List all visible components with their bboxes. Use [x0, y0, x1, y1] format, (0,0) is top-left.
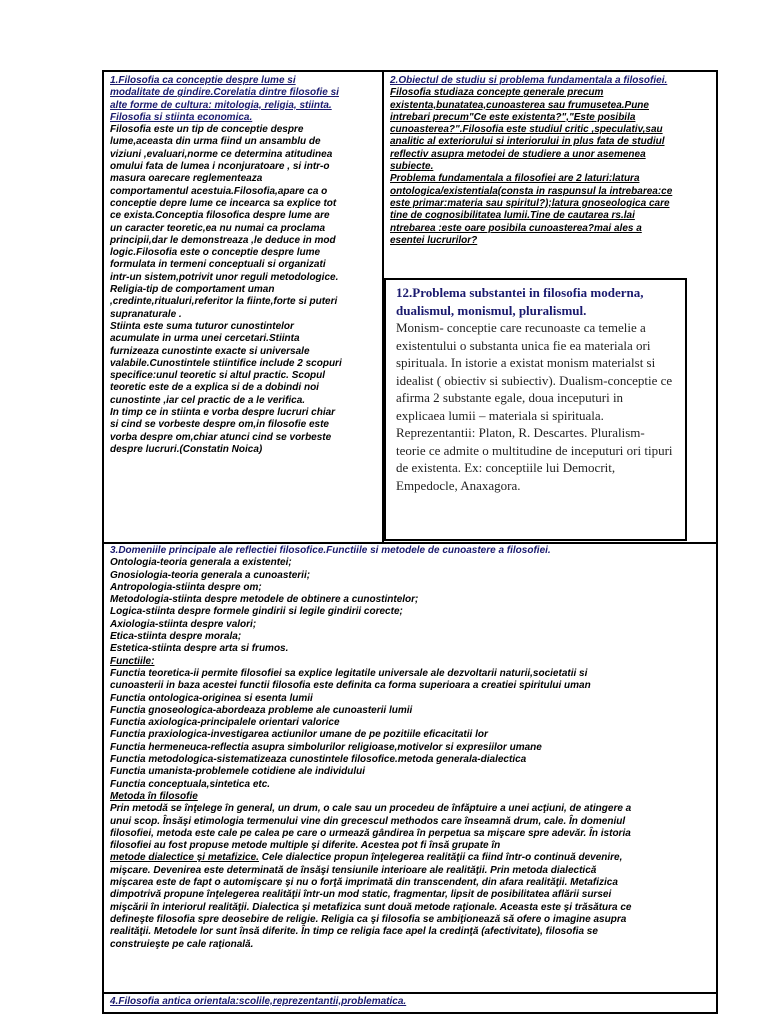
col1-line: Religia-tip de comportament uman [110, 284, 275, 296]
col1-line: un caracter teoretic,ea nu numai ca proclama [110, 222, 326, 234]
col3-line: Etica-stiinta despre morala; [110, 631, 242, 643]
col2-line: intrebari precum"Ce este existenta?","Este posibila [390, 111, 636, 123]
col2-line: tine de cognosibilitatea lumii.Tine de cautarea rs.lai [390, 210, 635, 222]
col1-line: si cind se vorbeste despre om,in filosofie este [110, 419, 329, 431]
col1-line: comportamentul acestuia.Filosofia,apare ca o [110, 185, 328, 197]
col3-line: mişcare. Devenirea este determinată de însăşi tensiunile interioare ale realităţii. Prin metoda dialectică [110, 864, 597, 876]
col3-line: Gnosiologia-teoria generala a cunoasterii; [110, 569, 311, 581]
col1-line: acumulate in urma unei cercetari.Stiinta [110, 333, 300, 345]
col1-line: teoretic este de a explica si de a dobindi noi [110, 382, 319, 394]
cell-4-oriental-philosophy [110, 996, 714, 1008]
cell-3-domains-functions-methods [110, 545, 714, 951]
col1-line: formulata in termeni conceptuali si organizati [110, 259, 326, 271]
col1-line: 1.Filosofia ca conceptie despre lume si [110, 75, 296, 86]
col1-line: principii,dar le demonstreaza ,le deduce in mod [110, 234, 336, 246]
col2-line: ntrebarea :este oare posibila cunoasterea?mai ales a [390, 222, 642, 234]
col1-line: ,credinte,ritualuri,referitor la fiinte,forte si puteri [110, 296, 338, 308]
col1-line: specifice:unul teoretic si altul practic. Scopul [110, 370, 326, 382]
col3-line: Antropologia-stiinta despre om; [110, 581, 262, 593]
col1-line: despre lucruri.(Constatin Noica) [110, 443, 263, 455]
col1-line: modalitate de gindire.Corelatia dintre filosofie si [110, 87, 339, 99]
row-divider-1 [104, 542, 716, 544]
topic-12-box [384, 278, 687, 541]
col3-line: Metodologia-stiinta despre metodele de obtinere a cunostintelor; [110, 594, 419, 606]
col3-line: Functia teoretica-ii permite filosofiei sa explice legitatile universale ale dezvoltarii naturii,societatii si [110, 667, 588, 679]
col2-line: ontologica/existentiala(consta in raspunsul la intrebarea:ce [390, 185, 673, 197]
col2-line: cunoasterea?".Filosofia este studiul critic ,speculativ,sau [390, 124, 663, 136]
col3-line: construieşte pe cale raţională. [110, 938, 254, 950]
col1-line: supranaturale . [110, 308, 182, 320]
col1-line: furnizeaza cunostinte exacte si universale [110, 345, 310, 357]
col2-line: Problema fundamentala a filosofiei are 2 laturi:latura [390, 173, 640, 185]
col3-line: Functia praxiologica-investigarea actiunilor umane de pe pozitiile eficacitatii lor [110, 729, 488, 741]
col3-line: Metoda în filosofie [110, 790, 198, 802]
col3-line: 3.Domeniile principale ale reflectiei filosofice.Functiile si metodele de cunoastere a filosofiei. [110, 545, 551, 556]
col3-line: filosofiei, metoda este cale pe calea pe care o urmează gândirea în perpetua sa mişcare spre adevăr. În istoria [110, 827, 631, 839]
col3-line: Functia gnoseologica-abordeaza probleme ale cunoasterii lumii [110, 704, 413, 716]
col3-line: realităţii. Metodele lor sunt însă diferite. În timp ce religia face apel la credinţă (afectivitate), filosofia se [110, 926, 598, 938]
col3-line: Functia hermeneuca-reflectia asupra simbolurilor religioase,motivelor si expresiilor umane [110, 741, 542, 753]
cell-2-object-of-study [390, 75, 714, 247]
col3-line: cunoasterii in baza acestei functii filosofia este definita ca forma superioara a creatiei spiritului uman [110, 680, 591, 692]
topic-12-body: Monism- conceptie care recunoaste ca temelie a existentului o substanta unica fie ea materiala ori spirituala. In istorie a existat monism materialst si idealist ( obiectiv si subiectiv). Dualism-conceptie ce afirma 2 substante egale, doua inceputuri in explicaea lumii – materiala si spirituala. Reprezentantii: Platon, R. Descartes. Pluralism- teorie ce admite o multitudine de inceputuri ori tipuri de existenta. Ex: conceptiile lui Democrit, Empedocle, Anaxagora. [396, 320, 673, 493]
col2-line: este primar:materia sau spiritul?);latura gnoseologica care [390, 197, 670, 209]
col2-line: 2.Obiectul de studiu si problema fundamentala a filosofiei. [390, 75, 668, 86]
col3-line: Ontologia-teoria generala a existentei; [110, 557, 292, 569]
col1-line: conceptie depre lume ce incearca sa explice tot [110, 197, 337, 209]
col3-line: Estetica-stiinta despre arta si frumos. [110, 643, 289, 655]
col1-line: Filosofia si stiinta economica. [110, 111, 253, 123]
col1-line: omului fata de lumea i nconjuratoare , si intr-o [110, 161, 330, 173]
col3-line: Axiologia-stiinta despre valori; [110, 618, 257, 630]
col3-line: Functia metodologica-sistematizeaza cunostintele filosofice.metoda generala-dialectica [110, 754, 527, 766]
col2-line: subiecte. [390, 161, 434, 173]
col1-line: alte forme de cultura: mitologia, religia, stiinta. [110, 99, 332, 111]
col1-line: vorba despre om,chiar atunci cind se vorbeste [110, 431, 332, 443]
col1-line: viziuni ,evaluari,norme ce determina atitudinea [110, 148, 333, 160]
col1-line: Filosofia este un tip de conceptie despre [110, 124, 304, 136]
col3-line: Functia axiologica-principalele orientari valorice [110, 717, 340, 729]
col1-line: Stiinta este suma tuturor cunostintelor [110, 320, 294, 332]
col1-line: valabile.Cunostintele stiintifice include 2 scopuri [110, 357, 342, 369]
col3-line: Functia umanista-problemele cotidiene ale individului [110, 766, 366, 778]
col3-line: defineşte filosofia spre deosebire de religie. Religia ca şi filosofia se ambiţionează să ofere o imagine asupra [110, 913, 627, 925]
col1-line: cunostinte ,iar cel practic de a le verifica. [110, 394, 306, 406]
col1-line: logic.Filosofia este o conceptie despre lume [110, 247, 321, 259]
col3-line: Functiile: [110, 655, 155, 667]
col3-line: dimpotrivă propune înţelegerea realităţii într-un mod static, fragmentar, lipsit de posibilitatea aflării sursei [110, 889, 612, 901]
col1-line: intr-un sistem,potrivit unor reguli metodologice. [110, 271, 339, 283]
col3-line: Prin metodă se înţelege în general, un drum, o cale sau un procedeu de înfăptuire a unei acţiuni, de atingere a [110, 803, 632, 815]
col3-line: unui scop. Însăşi etimologia termenului vine din grecescul methodos care înseamnă drum, cale. În domeniul [110, 815, 626, 827]
col3-line: mişcării în interiorul realităţii. Dialectica şi metafizica sunt două metode raţionale. Aceasta este şi trăsătura ce [110, 901, 632, 913]
col2-line: esentei lucrurilor? [390, 234, 478, 246]
col4-line: 4.Filosofia antica orientala:scolile,reprezentantii,problematica. [110, 996, 407, 1007]
col1-line: lume,aceasta din urma fiind un ansamblu de [110, 136, 321, 148]
col1-line: ce exista.Conceptia filosofica despre lume are [110, 210, 330, 222]
col3-line: filosofiei au fost propuse metode multiple şi diferite. Acestea pot fi însă grupate în [110, 840, 501, 852]
cell-1-philosophy-conception [110, 75, 378, 456]
col2-line: Filosofia studiaza concepte generale precum [390, 87, 604, 99]
col1-line: In timp ce in stiinta e vorba despre lucruri chiar [110, 407, 336, 419]
col3-line: metode dialectice şi metafizice. Cele dialectice propun înţelegerea realităţii ca fiind într-o continuă devenire, [110, 852, 623, 864]
col2-line: analitic al exteriorului si interiorului in plus fata de studiul [390, 136, 665, 148]
col3-line: Functia conceptuala,sintetica etc. [110, 778, 271, 790]
row-divider-2 [104, 992, 716, 994]
col2-line: existenta,bunatatea,cunoasterea sau frumusetea.Pune [390, 99, 649, 111]
col3-line: mişcarea este de fapt o automişcare şi nu o forţă imprimată din transcendent, din afara realităţii. Metafizica [110, 877, 618, 889]
topic-12-title: 12.Problema substantei in filosofia moderna, dualismul, monismul, pluralismul. [396, 285, 644, 318]
col3-line: Logica-stiinta despre formele gindirii si legile gindirii corecte; [110, 606, 403, 618]
document-table [102, 70, 718, 1014]
col2-line: reflectiv asupra metodei de studiere a unor asemenea [390, 148, 646, 160]
col1-line: masura oarecare reglementeaza [110, 173, 263, 185]
col3-line: Functia ontologica-originea si esenta lumii [110, 692, 313, 704]
